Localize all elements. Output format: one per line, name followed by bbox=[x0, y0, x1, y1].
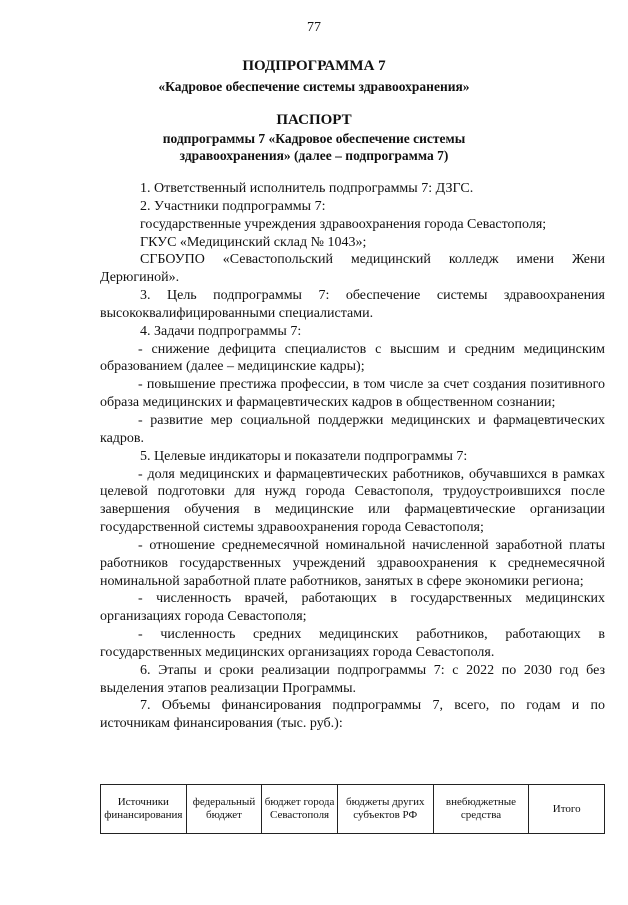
paragraph: ГКУС «Медицинский склад № 1043»; bbox=[140, 234, 367, 250]
paragraph: 3. Цель подпрограммы 7: обеспечение системы здравоохранения высококвалифицированными специалистами. bbox=[100, 288, 605, 321]
subprogram-title: ПОДПРОГРАММА 7 bbox=[242, 58, 386, 74]
table-header-cell: бюджет города Севастополя bbox=[262, 785, 338, 834]
paragraph: 6. Этапы и сроки реализации подпрограммы 7: с 2022 по 2030 год без выделения этапов реализации Программы. bbox=[100, 662, 605, 696]
passport-subtitle-line-2: здравоохранения» (далее – подпрограмма 7) bbox=[179, 148, 449, 163]
paragraph: 2. Участники подпрограммы 7: bbox=[140, 198, 326, 214]
paragraph: СГБОУПО «Севастопольский медицинский колледж имени Жени Дерюгиной». bbox=[100, 252, 605, 286]
table-header-cell: федеральный бюджет bbox=[186, 785, 262, 834]
table-header-cell: бюджеты других субъектов РФ bbox=[337, 785, 433, 834]
passport-title: ПАСПОРТ bbox=[276, 112, 352, 128]
paragraph: 7. Объемы финансирования подпрограммы 7, всего, по годам и по источникам финансирования (тыс. руб.): bbox=[100, 698, 605, 732]
paragraph: государственные учреждения здравоохранения города Севастополя; bbox=[140, 216, 547, 232]
paragraph: - численность средних медицинских работников, работающих в государственных медицинских организациях города Севастополя. bbox=[100, 627, 605, 660]
paragraph: - развитие мер социальной поддержки медицинских и фармацевтических кадров. bbox=[100, 412, 605, 446]
table-header-cell: Итого bbox=[529, 785, 605, 834]
paragraph: 1. Ответственный исполнитель подпрограммы 7: ДЗГС. bbox=[140, 181, 474, 196]
table-header-row bbox=[101, 785, 605, 834]
paragraph: - повышение престижа профессии, в том числе за счет создания позитивного образа медицинских и фармацевтических кадров в общественном сознании; bbox=[100, 377, 605, 411]
paragraph: - численность врачей, работающих в государственных медицинских организациях города Севастополя; bbox=[100, 591, 605, 625]
passport-subtitle bbox=[0, 130, 628, 164]
paragraph: - отношение среднемесячной номинальной начисленной заработной платы работников государственных учреждений здравоохранения к среднемесячной номинальной заработной плате работников, занятых в сфере экономики региона; bbox=[100, 537, 605, 589]
passport-subtitle-line-1: подпрограммы 7 «Кадровое обеспечение системы bbox=[162, 131, 466, 146]
table-header-cell: внебюджетные средства bbox=[433, 785, 529, 834]
paragraph: 5. Целевые индикаторы и показатели подпрограммы 7: bbox=[140, 448, 468, 464]
passport-body bbox=[100, 180, 605, 733]
paragraph: 4. Задачи подпрограммы 7: bbox=[140, 323, 302, 339]
paragraph: - снижение дефицита специалистов с высшим и средним медицинским образованием (далее – медицинские кадры); bbox=[100, 341, 605, 375]
table-header-cell: Источники финансирования bbox=[101, 785, 187, 834]
page-number: 77 bbox=[307, 20, 321, 35]
paragraph: - доля медицинских и фармацевтических работников, обучавшихся в рамках целевой подготовки для нужд города Севастополя, трудоустроившихся после завершения обучения в медицинские или фармацевтические организации государственной системы здравоохранения города Севастополя; bbox=[100, 466, 605, 536]
financing-table bbox=[100, 784, 605, 834]
subprogram-name: «Кадровое обеспечение системы здравоохранения» bbox=[158, 79, 470, 94]
